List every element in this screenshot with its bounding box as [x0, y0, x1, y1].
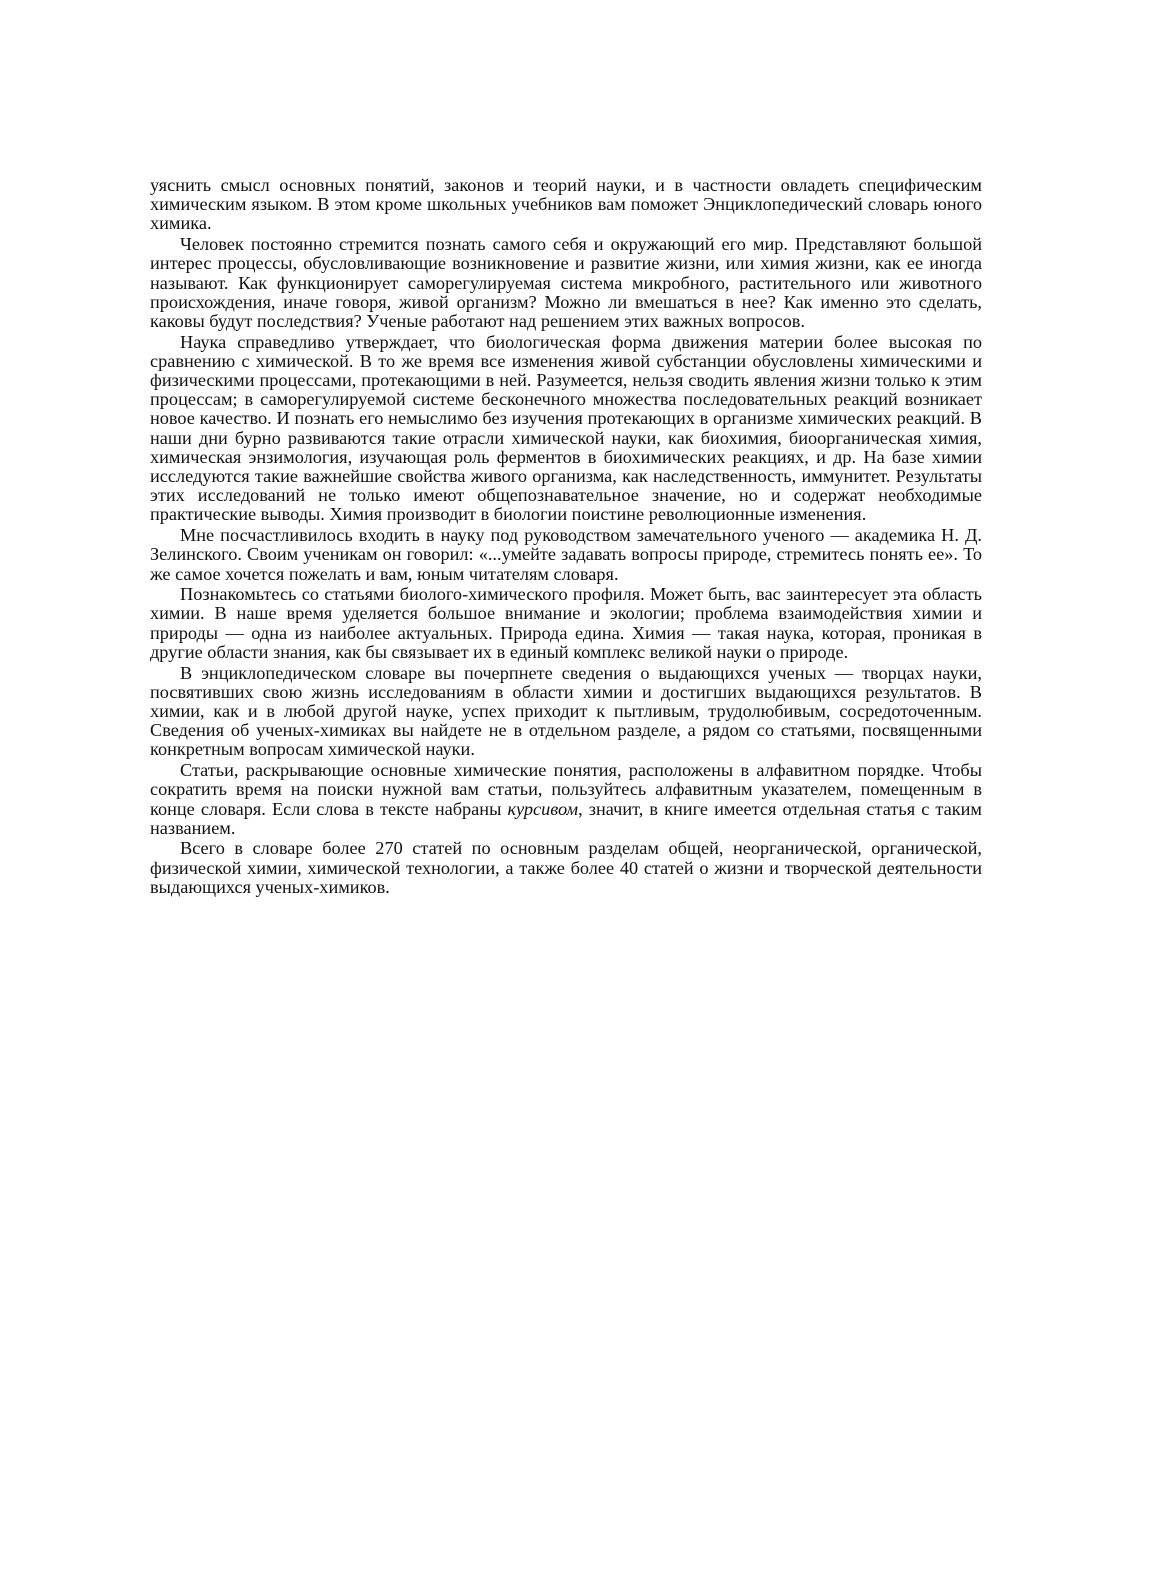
paragraph-zelinsky: Мне посчастливилось входить в науку под руководством замечательного ученого — академика Н. Д. Зелинского. Своим ученикам он говорил: «...умейте задавать вопросы природе, стремитесь понять ее». То же самое хочется пожелать и вам, юным читателям словаря.: [150, 525, 982, 584]
paragraph-alphabetical-order-start: Статьи, раскрывающие основные химические понятия, расположены в алфавитном порядке. Чтобы сократить время на поиски нужной вам статьи, пользуйтесь алфавитным указателем, помещенным в конце словаря. Если слова в тексте набраны: [150, 760, 982, 819]
paragraph-continuation: уяснить смысл основных понятий, законов и теорий науки, и в частности овладеть специфическим химическим языком. В этом кроме школьных учебников вам поможет Энциклопедический словарь юного химика.: [150, 175, 982, 234]
paragraph-biological-form: Наука справедливо утверждает, что биологическая форма движения материи более высокая по сравнению с химической. В то же время все изменения живой субстанции обусловлены химическими и физическими процессами, протекающими в ней. Разумеется, нельзя сводить явления жизни только к этим процессам; в саморегулируемой системе бесконечного множества последовательных реакций возникает новое качество. И познать его немыслимо без изучения протекающих в организме химических реакций. В наши дни бурно развиваются такие отрасли химической науки, как биохимия, биоорганическая химия, химическая энзимология, изучающая роль ферментов в биохимических реакциях, и др. На базе химии исследуются такие важнейшие свойства живого организма, как наследственность, иммунитет. Результаты этих исследований не только имеют общепознавательное значение, но и содержат необходимые практические выводы. Химия производит в биологии поистине революционные изменения.: [150, 331, 982, 525]
paragraph-ecology: Познакомьтесь со статьями биолого-химического профиля. Может быть, вас заинтересует эта область химии. В наше время уделяется большое внимание и экологии; проблема взаимодействия химии и природы — одна из наиболее актуальных. Природа едина. Химия — такая наука, которая, проникая в другие области знания, как бы связывает их в единый комплекс великой науки о природе.: [150, 584, 982, 662]
body-text: [150, 176, 982, 899]
paragraph-chemistry-of-life: Человек постоянно стремится познать самого себя и окружающий его мир. Представляют большой интерес процессы, обусловливающие возникновение и развитие жизни, или химия жизни, как ее иногда называют. Как функционирует саморегулируемая система микробного, растительного или животного происхождения, иначе говоря, живой организм? Можно ли вмешаться в нее? Как именно это сделать, каковы будут последствия? Ученые работают над решением этих важных вопросов.: [150, 234, 982, 331]
paragraph-alphabetical-order: [150, 761, 982, 838]
paragraph-scientists: В энциклопедическом словаре вы почерпнете сведения о выдающихся ученых — творцах науки, посвятивших свою жизнь исследованиям в области химии и достигших выдающихся результатов. В химии, как и в любой другой науке, успех приходит к пытливым, трудолюбивым, сосредоточенным. Сведения об ученых-химиках вы найдете не в отдельном разделе, а рядом со статьями, посвященными конкретным вопросам химической науки.: [150, 662, 982, 760]
paragraph-article-count: Всего в словаре более 270 статей по основным разделам общей, неорганической, органической, физической химии, химической технологии, а также более 40 статей о жизни и творческой деятельности выдающихся ученых-химиков.: [150, 838, 982, 897]
italic-term: курсивом: [507, 798, 579, 819]
paragraph-alphabetical-order-end: , значит, в книге имеется отдельная статья с таким названием.: [150, 798, 982, 838]
